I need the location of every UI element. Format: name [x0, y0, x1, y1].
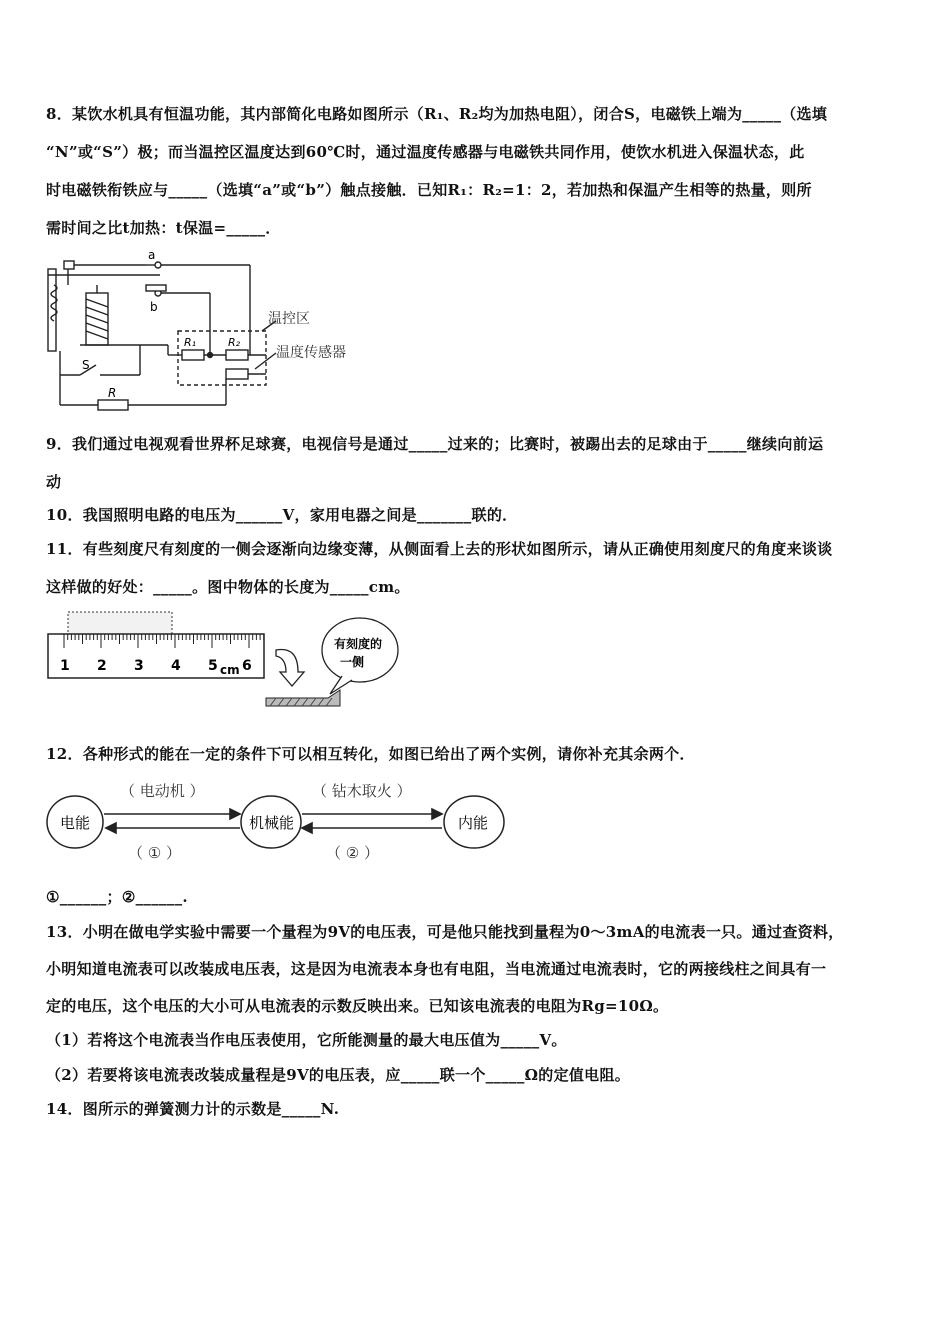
tick-label-5: 5 — [208, 658, 218, 674]
bubble-text-2: 一侧 — [340, 655, 365, 669]
tick-label-6: 6 — [242, 658, 252, 674]
q13-line-1: 13．小明在做电学实验中需要一个量程为9V的电压表，可是他只能找到量程为0～3mA的电流表一只。通过查资料， — [46, 923, 844, 941]
q13-line-2: 小明知道电流表可以改装成电压表，这是因为电流表本身也有电阻，当电流通过电流表时，它的两接线柱之间具有一 — [46, 960, 827, 978]
q12-answer: ①______；②______. — [46, 888, 188, 906]
q8-line-3: 时电磁铁衔铁应与_____（选填“a”或“b”）触点接触．已知R₁：R₂=1：2，若加热和保温产生相等的热量，则所 — [46, 181, 812, 199]
resistor-r2-label: R₂ — [228, 336, 241, 349]
temp-zone-label: 温控区 — [268, 311, 310, 327]
q8-line-4: 需时间之比t加热：t保温=_____． — [46, 219, 281, 237]
q10-line-1: 10．我国照明电路的电压为______V，家用电器之间是_______联的． — [46, 506, 518, 524]
q11-line-1: 11．有些刻度尺有刻度的一侧会逐渐向边缘变薄，从侧面看上去的形状如图所示，请从正确使用刻度尺的角度来谈谈 — [46, 540, 833, 558]
node-electric-energy: 电能 — [60, 814, 91, 832]
q13-sub-2: （2）若要将该电流表改装成量程是9V的电压表，应_____联一个_____Ω的定值电阻。 — [46, 1066, 631, 1084]
label-motor: （ 电动机 ） — [120, 782, 205, 800]
tick-label-2: 2 — [97, 658, 107, 674]
bubble-text-1: 有刻度的 — [334, 637, 383, 651]
q9-line-1: 9．我们通过电视观看世界杯足球赛，电视信号是通过_____过来的；比赛时，被踢出去的足球由于_____继续向前运 — [46, 435, 824, 453]
q12-line-1: 12．各种形式的能在一定的条件下可以相互转化，如图已给出了两个实例，请你补充其余两个． — [46, 745, 695, 763]
node-mechanical-energy: 机械能 — [249, 814, 295, 832]
curved-arrow-icon — [276, 649, 304, 686]
contact-b-label: b — [150, 300, 158, 314]
q9-line-2: 动 — [46, 473, 62, 491]
q8-line-2: “N”或“S”）极；而当温控区温度达到60℃时，通过温度传感器与电磁铁共同作用，使饮水机进入保温状态，此 — [46, 143, 805, 161]
energy-diagram — [44, 774, 514, 874]
label-fire-drill: （ 钻木取火 ） — [312, 782, 412, 800]
tick-label-4: 4 — [171, 658, 181, 674]
unit-label: cm — [220, 663, 240, 677]
circuit-diagram — [40, 245, 360, 415]
q11-line-2: 这样做的好处：_____。图中物体的长度为_____cm。 — [46, 578, 410, 596]
contact-a-label: a — [148, 248, 156, 262]
measured-object — [68, 612, 172, 634]
node-internal-energy: 内能 — [458, 814, 489, 832]
q13-line-3: 定的电压，这个电压的大小可从电流表的示数反映出来。已知该电流表的电阻为Rg=10Ω。 — [46, 997, 669, 1015]
q13-sub-1: （1）若将这个电流表当作电压表使用，它所能测量的最大电压值为_____V。 — [46, 1031, 567, 1049]
q14-line-1: 14．图所示的弹簧测力计的示数是_____N. — [46, 1100, 340, 1118]
switch-s-label: S — [82, 358, 90, 372]
label-blank-1: （ ① ） — [128, 844, 181, 862]
resistor-r1-label: R₁ — [184, 336, 197, 349]
resistor-r-label: R — [108, 386, 117, 400]
ruler-figure — [44, 606, 404, 716]
temp-sensor-label: 温度传感器 — [276, 345, 346, 361]
tick-label-3: 3 — [134, 658, 144, 674]
label-blank-2: （ ② ） — [326, 844, 379, 862]
q8-line-1: 8．某饮水机具有恒温功能，其内部简化电路如图所示（R₁、R₂均为加热电阻），闭合S，电磁铁上端为_____（选填 — [46, 105, 828, 123]
tick-label-1: 1 — [60, 658, 70, 674]
